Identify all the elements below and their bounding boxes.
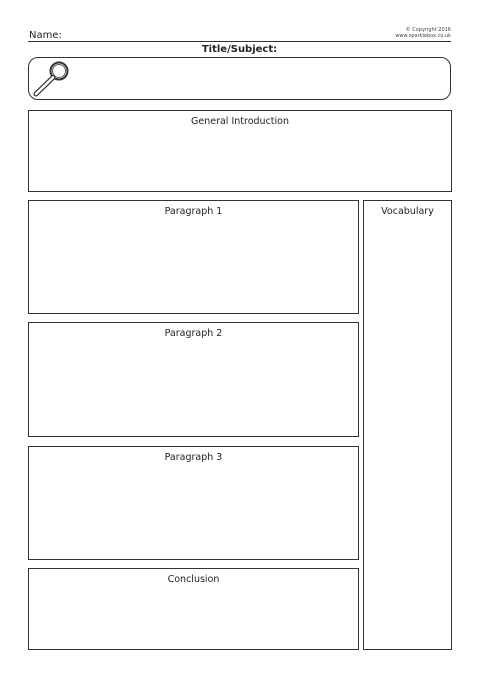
title-subject-label: Title/Subject:	[201, 44, 278, 55]
title-subject-box[interactable]	[28, 57, 451, 100]
copyright-notice	[395, 27, 451, 39]
conclusion-label: Conclusion	[167, 574, 220, 585]
magnifying-glass-icon	[30, 59, 74, 99]
vocabulary-label: Vocabulary	[381, 206, 434, 217]
vocabulary-box[interactable]	[363, 200, 452, 650]
conclusion-box[interactable]	[28, 568, 359, 650]
general-introduction-label: General Introduction	[191, 116, 289, 127]
general-introduction-box[interactable]	[28, 110, 452, 192]
paragraph-2-box[interactable]	[28, 322, 359, 437]
paragraph-1-box[interactable]	[28, 200, 359, 314]
copyright-line: © Copyright 2016	[405, 27, 451, 33]
name-label: Name:	[29, 30, 62, 41]
paragraph-3-label: Paragraph 3	[164, 452, 223, 463]
paragraph-3-box[interactable]	[28, 446, 359, 560]
website-line: www.sparklebox.co.uk	[395, 33, 451, 39]
paragraph-2-label: Paragraph 2	[164, 328, 223, 339]
name-field-line[interactable]	[28, 41, 451, 42]
paragraph-1-label: Paragraph 1	[164, 206, 223, 217]
